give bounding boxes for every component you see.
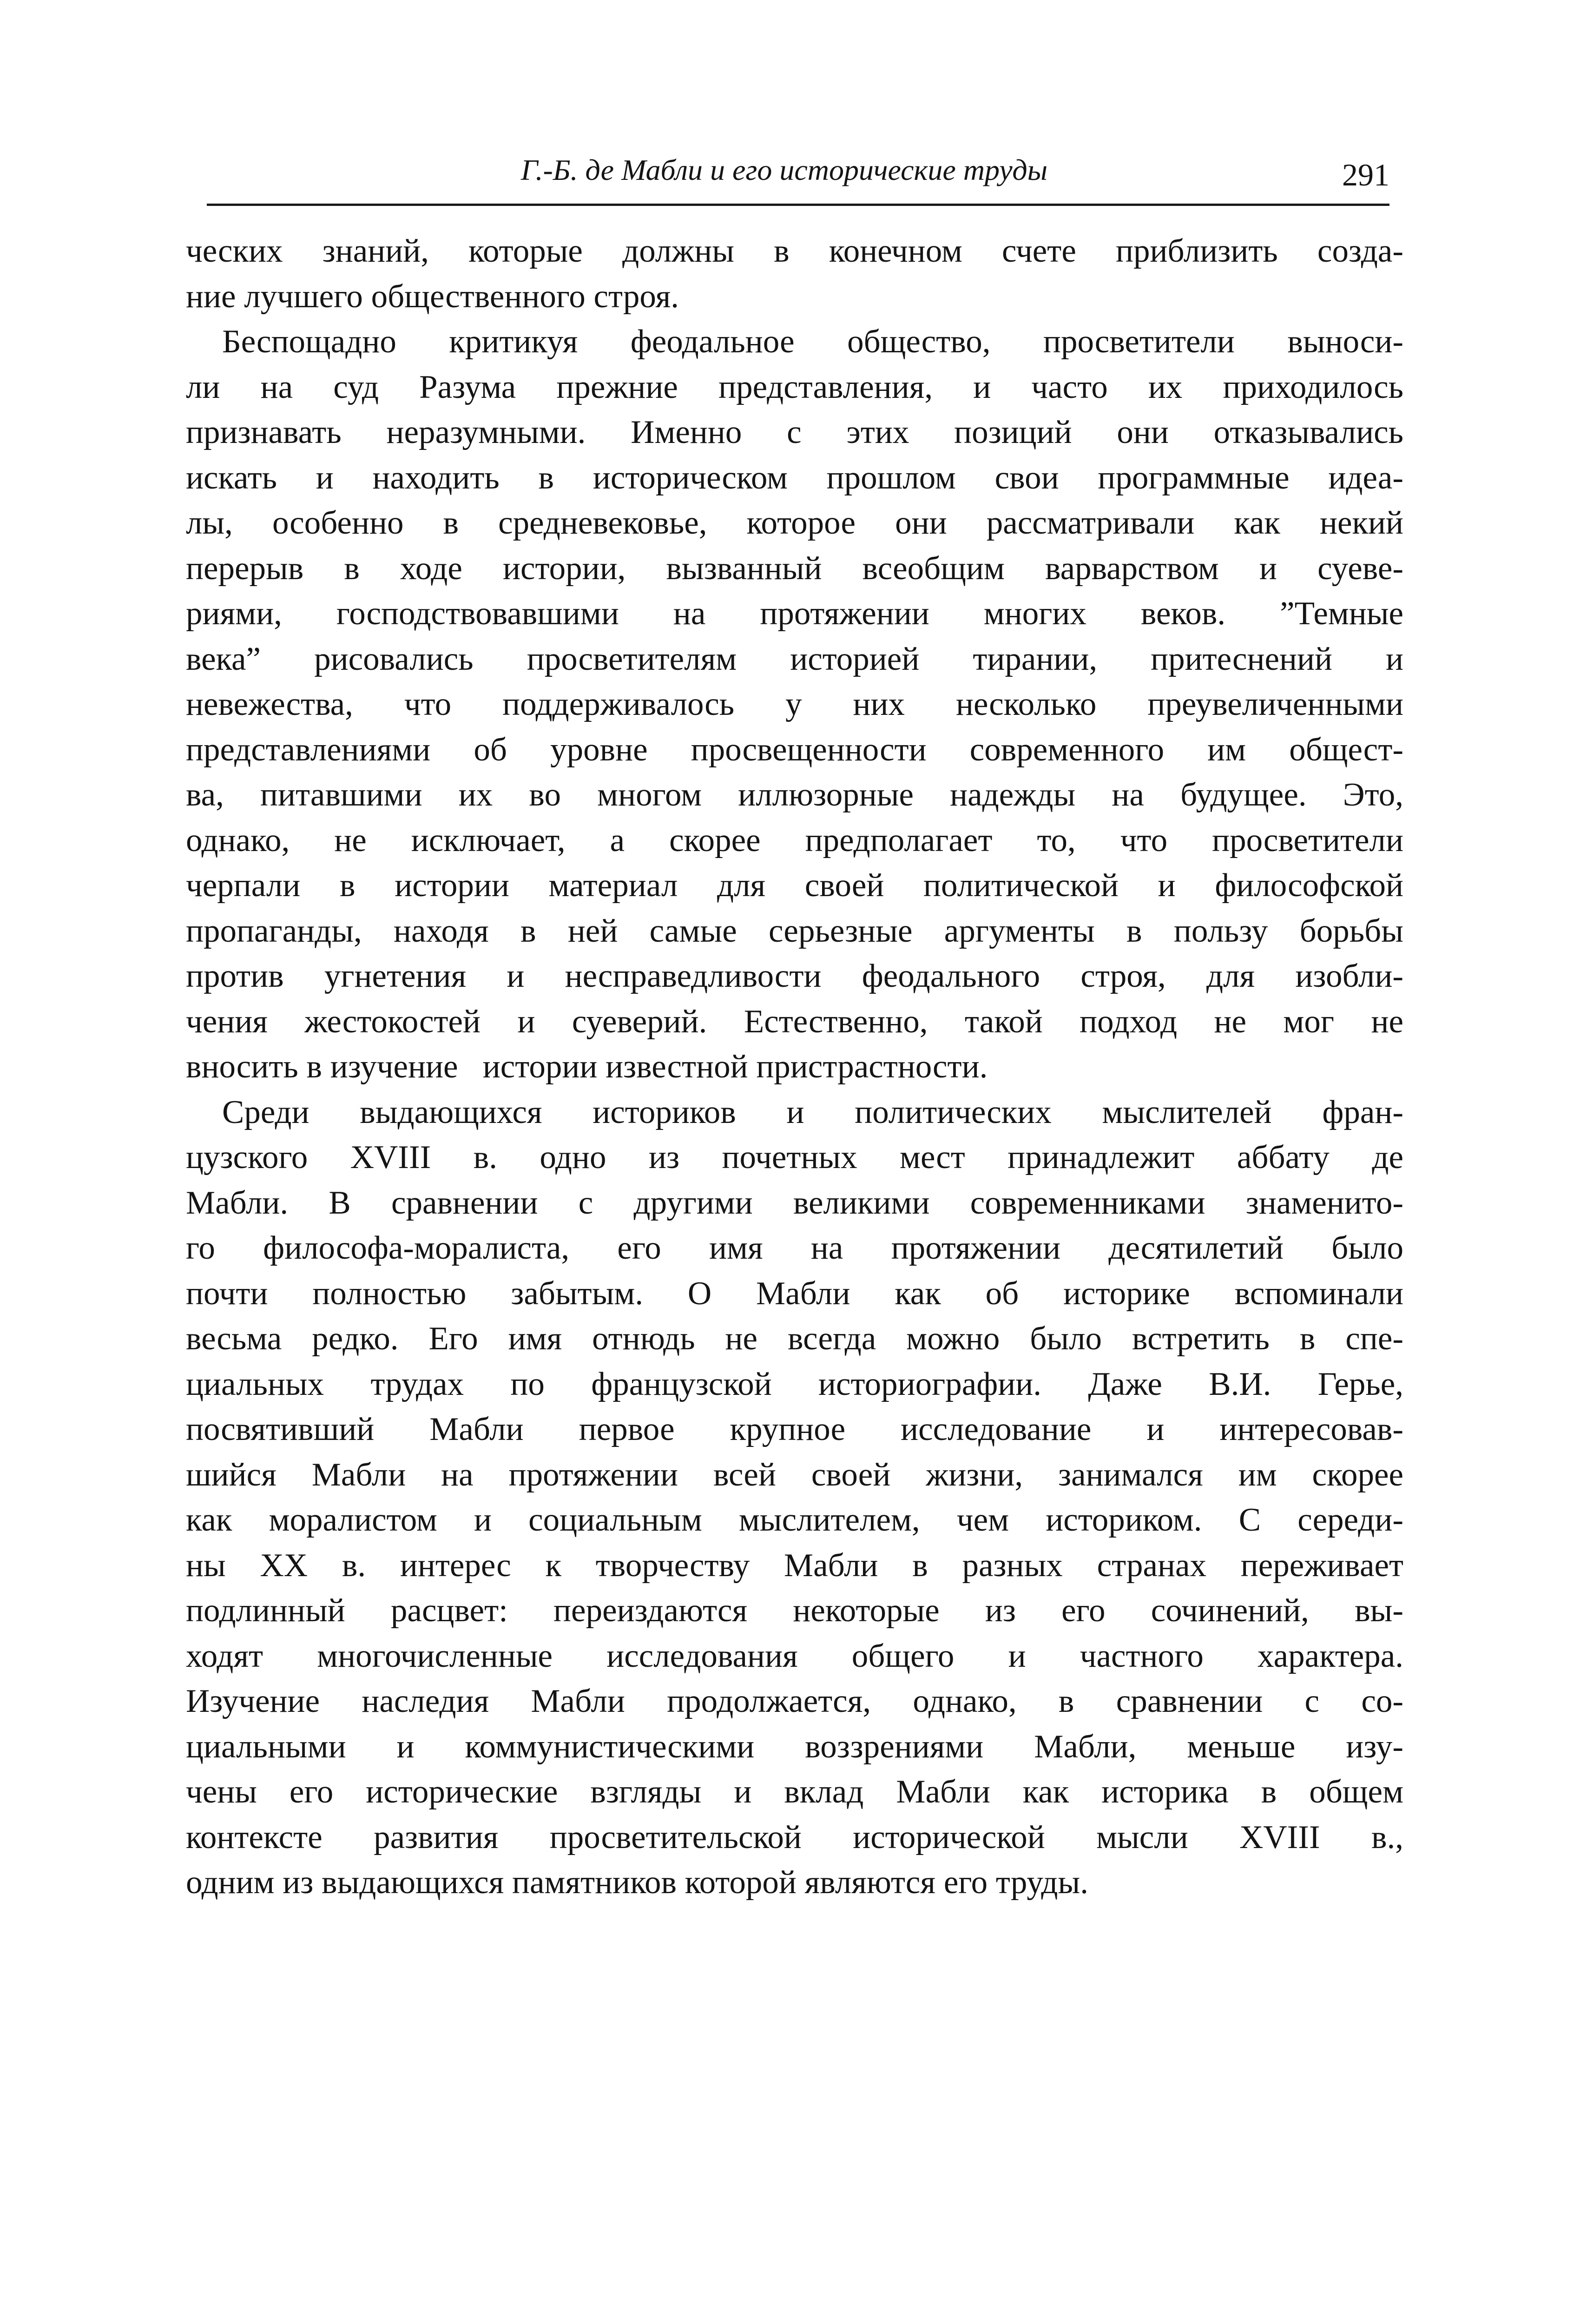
paragraph-3 (186, 1090, 1403, 1906)
text-line: ние лучшего общественного строя. (186, 278, 679, 315)
text-line: посвятивший Мабли первое крупное исследование и интересовав- (186, 1411, 1403, 1447)
text-line: ны XX в. интерес к творчеству Мабли в разных странах переживает (186, 1547, 1403, 1584)
text-line: однако, не исключает, а скорее предполагает то, что просветители (186, 822, 1403, 858)
text-line: невежества, что поддерживалось у них несколько преувеличенными (186, 686, 1403, 722)
text-line: Беспощадно критикуя феодальное общество, просветители выноси- (222, 324, 1403, 360)
text-line: против угнетения и несправедливости феодального строя, для изобли- (186, 958, 1403, 994)
text-line: лы, особенно в средневековье, которое они рассматривали как некий (186, 505, 1403, 541)
text-line: циальными и коммунистическими воззрениями Мабли, меньше изу- (186, 1728, 1403, 1765)
text-line: как моралистом и социальным мыслителем, чем историком. С середи- (186, 1502, 1403, 1538)
text-line: чения жестокостей и суеверий. Естественно, такой подход не мог не (186, 1003, 1403, 1040)
header-rule (207, 204, 1389, 206)
body-text (186, 229, 1403, 1906)
paragraph-2 (186, 319, 1403, 1090)
text-line: контексте развития просветительской исторической мысли XVIII в., (186, 1819, 1403, 1855)
text-line: шийся Мабли на протяжении всей своей жизни, занимался им скорее (186, 1456, 1403, 1493)
text-line: весьма редко. Его имя отнюдь не всегда можно было встретить в спе- (186, 1320, 1403, 1357)
text-line: Мабли. В сравнении с другими великими современниками знаменито- (186, 1184, 1403, 1221)
text-line: века” рисовались просветителям историей тирании, притеснений и (186, 640, 1403, 677)
text-line: циальных трудах по французской историографии. Даже В.И. Герье, (186, 1366, 1403, 1402)
running-title: Г.-Б. де Мабли и его исторические труды (520, 153, 1048, 186)
page-number: 291 (1342, 157, 1389, 192)
text-line: перерыв в ходе истории, вызванный всеобщим варварством и суеве- (186, 550, 1403, 587)
text-line: ва, питавшими их во многом иллюзорные надежды на будущее. Это, (186, 777, 1403, 813)
text-line: го философа-моралиста, его имя на протяжении десятилетий было (186, 1230, 1403, 1266)
text-line: одним из выдающихся памятников которой являются его труды. (186, 1864, 1088, 1901)
text-line: искать и находить в историческом прошлом свои программные идеа- (186, 459, 1403, 496)
text-line: признавать неразумными. Именно с этих позиций они отказывались (186, 414, 1403, 450)
text-line: подлинный расцвет: переиздаются некоторые из его сочинений, вы- (186, 1592, 1403, 1629)
text-line: вносить в изучение истории известной пристрастности. (186, 1049, 988, 1085)
text-line: риями, господствовавшими на протяжении многих веков. ”Темные (186, 595, 1403, 632)
text-line: Среди выдающихся историков и политических мыслителей фран- (222, 1094, 1403, 1130)
paragraph-1 (186, 229, 1403, 319)
page-header (207, 148, 1389, 199)
text-line: пропаганды, находя в ней самые серьезные аргументы в пользу борьбы (186, 912, 1403, 949)
text-line: представлениями об уровне просвещенности современного им общест- (186, 731, 1403, 768)
text-line: черпали в истории материал для своей политической и философской (186, 867, 1403, 904)
text-line: почти полностью забытым. О Мабли как об историке вспоминали (186, 1275, 1403, 1312)
text-line: ческих знаний, которые должны в конечном счете приблизить созда- (186, 233, 1403, 269)
text-line: чены его исторические взгляды и вклад Мабли как историка в общем (186, 1774, 1403, 1810)
text-line: ходят многочисленные исследования общего и частного характера. (186, 1637, 1403, 1674)
text-line: Изучение наследия Мабли продолжается, однако, в сравнении с со- (186, 1683, 1403, 1719)
text-line: ли на суд Разума прежние представления, и часто их приходилось (186, 369, 1403, 405)
text-line: цузского XVIII в. одно из почетных мест принадлежит аббату де (186, 1139, 1403, 1175)
